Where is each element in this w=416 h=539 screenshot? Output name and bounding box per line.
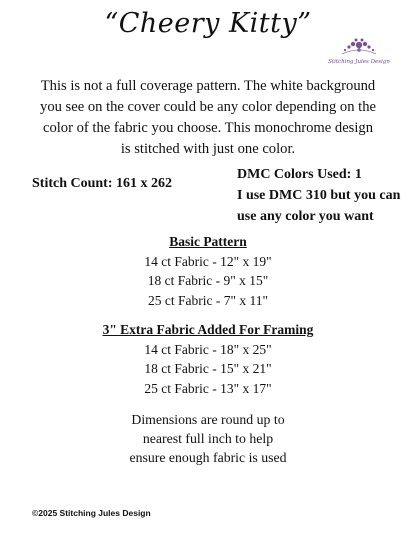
brand-logo	[328, 36, 390, 76]
note-line: ensure enough fabric is used	[129, 450, 287, 465]
logo-text: Stitching Jules Design	[328, 59, 390, 65]
extra-fabric-heading: 3" Extra Fabric Added For Framing	[102, 322, 314, 337]
dmc-line: DMC Colors Used: 1	[237, 167, 362, 182]
page-title: “Cheery Kitty”	[104, 8, 312, 39]
intro-line: color of the fabric you choose. This monochrome design	[42, 120, 374, 136]
dmc-line: I use DMC 310 but you can	[237, 188, 401, 203]
floral-ornament-icon	[328, 36, 390, 60]
basic-pattern-section	[0, 232, 416, 310]
fabric-size-line: 25 ct Fabric - 13" x 17"	[144, 380, 272, 396]
dmc-colors	[237, 164, 400, 227]
fabric-size-line: 18 ct Fabric - 15" x 21"	[144, 361, 272, 376]
fabric-size-line: 25 ct Fabric - 7" x 11"	[148, 292, 268, 308]
fabric-size-line: 18 ct Fabric - 9" x 15"	[147, 273, 269, 288]
basic-pattern-heading: Basic Pattern	[169, 234, 247, 249]
extra-fabric-section	[0, 320, 416, 398]
dimensions-note	[0, 410, 416, 467]
intro-paragraph	[20, 76, 396, 160]
stitch-count: Stitch Count: 161 x 262	[32, 176, 173, 191]
intro-line: is stitched with just one color.	[120, 141, 296, 157]
intro-line: you see on the cover could be any color depending on the	[40, 99, 376, 115]
dmc-line: use any color you want	[237, 209, 374, 224]
copyright-notice: ©2025 Stitching Jules Design	[32, 508, 151, 518]
note-line: nearest full inch to help	[142, 431, 274, 446]
fabric-size-line: 14 ct Fabric - 12" x 19"	[144, 253, 272, 269]
fabric-size-line: 14 ct Fabric - 18" x 25"	[144, 341, 272, 357]
intro-line: This is not a full coverage pattern. The white background	[40, 78, 376, 94]
note-line: Dimensions are round up to	[131, 412, 285, 427]
